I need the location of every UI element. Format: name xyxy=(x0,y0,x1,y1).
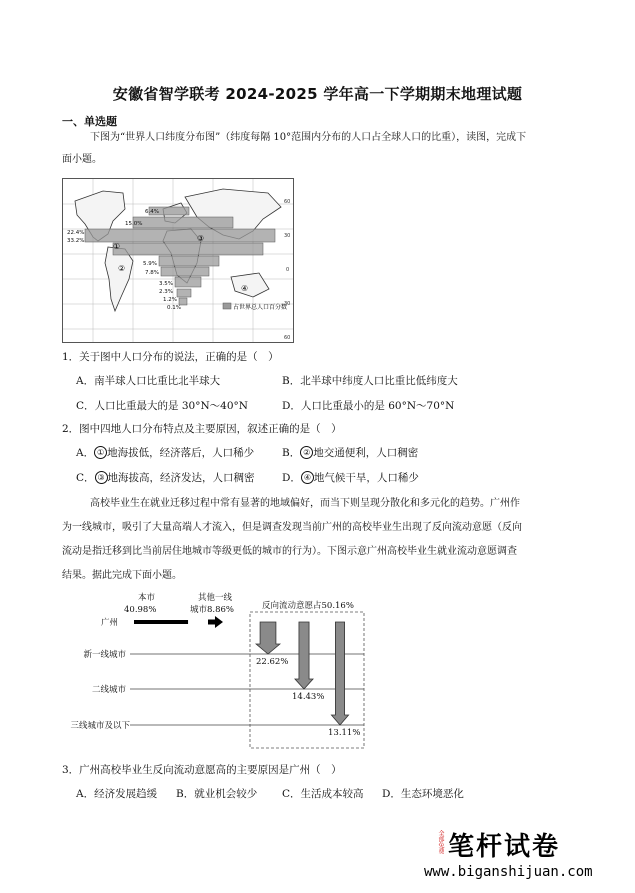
svg-text:60: 60 xyxy=(284,199,291,205)
intro1-line1: 下图为“世界人口纬度分布图”（纬度每隔 10°范围内分布的人口占全球人口的比重），读图，完成下 xyxy=(90,132,527,143)
watermark-brand: 笔杆试卷 xyxy=(448,832,561,862)
bar-s10-20 xyxy=(175,277,201,287)
reverse-arrow-0 xyxy=(256,622,280,654)
q3-option-a: A．经济发展趋缓 xyxy=(76,788,158,800)
section-heading: 一、单选题 xyxy=(62,115,117,128)
q2-option-d: D． ④ 地气候干旱，人口稀少 xyxy=(282,472,419,484)
map-caption: 占世界总人口百分数 xyxy=(233,304,288,311)
q3-option-b: B．就业机会较少 xyxy=(176,788,258,800)
marker-3: ③ xyxy=(197,234,205,243)
bar-s30-40 xyxy=(179,298,187,305)
population-map xyxy=(62,178,294,343)
other-tier1-label-1: 其他一线 xyxy=(198,593,233,603)
map-val-9: 0.1% xyxy=(167,305,181,311)
local-label: 本市 xyxy=(138,593,156,603)
marker-1: ① xyxy=(113,242,121,251)
svg-text:0: 0 xyxy=(286,267,290,273)
bar-30-40 xyxy=(85,229,275,242)
q3-stem: 3．广州高校毕业生反向流动意愿高的主要原因是广州（ ） xyxy=(62,764,342,776)
bar-40-50 xyxy=(133,217,233,228)
intro2-line3: 流动是指迁移到比当前居住地城市等级更低的城市的行为）。下图示意广州高校毕业生就业流动意愿调查 xyxy=(62,546,517,557)
bar-0-10 xyxy=(161,267,209,276)
q1-stem: 1．关于图中人口分布的说法，正确的是（ ） xyxy=(62,351,279,363)
map-lat-labels xyxy=(284,199,290,341)
q3-option-c: C．生活成本较高 xyxy=(282,788,364,800)
map-val-0: 6.4% xyxy=(145,209,159,215)
q3-option-d: D．生态环境恶化 xyxy=(382,788,464,800)
watermark-url[interactable]: www.biganshijuan.com xyxy=(424,864,593,880)
circle-3-icon: ③ xyxy=(95,471,108,484)
circle-1-icon: ① xyxy=(94,446,107,459)
reverse-arrow-1 xyxy=(295,622,313,689)
reverse-value-2: 13.11% xyxy=(328,728,361,738)
reverse-value-0: 22.62% xyxy=(256,657,289,667)
flow-chart xyxy=(70,588,370,752)
row-label-0: 广州 xyxy=(100,618,118,628)
legend-swatch xyxy=(223,303,231,309)
reverse-value-1: 14.43% xyxy=(292,692,325,702)
row-label-1: 新一线城市 xyxy=(83,650,126,660)
bar-10-20 xyxy=(159,256,219,266)
q1-option-a: A．南半球人口比重比北半球大 xyxy=(76,375,221,387)
q1-option-d: D．人口比重最小的是 60°N～70°N xyxy=(282,400,455,412)
row-label-2: 二线城市 xyxy=(91,685,126,695)
svg-text:60: 60 xyxy=(284,335,291,341)
map-val-2: 22.4% xyxy=(67,230,85,236)
map-val-4: 5.9% xyxy=(143,261,157,267)
map-val-5: 7.8% xyxy=(145,270,159,276)
row-label-3: 三线城市及以下 xyxy=(70,721,130,731)
marker-2: ② xyxy=(118,264,126,273)
marker-4: ④ xyxy=(241,284,249,293)
circle-2-icon: ② xyxy=(300,446,313,459)
q2-stem: 2．图中四地人口分布特点及主要原因，叙述正确的是（ ） xyxy=(62,423,342,435)
bar-s20-30 xyxy=(177,289,191,297)
page-title: 安徽省智学联考 2024-2025 学年高一下学期期末地理试题 xyxy=(112,85,523,103)
other-tier1-label-2: 城市8.86% xyxy=(190,605,235,615)
map-val-7: 2.3% xyxy=(159,289,173,295)
other-tier1-arrow xyxy=(208,616,223,628)
q2-option-c: C． ③ 地海拔高，经济发达，人口稠密 xyxy=(76,472,255,484)
map-val-8: 1.2% xyxy=(163,297,177,303)
svg-text:30: 30 xyxy=(284,233,291,239)
intro2-line2: 为一线城市，吸引了大量高端人才流入，但是调查发现当前广州的高校毕业生出现了反向流动意愿（反向 xyxy=(62,522,522,533)
intro2-line4: 结果。据此完成下面小题。 xyxy=(62,570,182,581)
q1-option-c: C．人口比重最大的是 30°N～40°N xyxy=(76,400,248,412)
reverse-label: 反向流动意愿占50.16% xyxy=(262,601,354,611)
population-map-svg xyxy=(63,179,293,342)
q2-option-b: B． ② 地交通便利，人口稠密 xyxy=(282,447,419,459)
local-value: 40.98% xyxy=(124,605,157,615)
intro2-line1: 高校毕业生在就业迁移过程中常有显著的地域偏好，而当下则呈现分散化和多元化的趋势。广州作 xyxy=(90,498,520,509)
q2-option-a: A． ① 地海拔低，经济落后，人口稀少 xyxy=(76,447,255,459)
circle-4-icon: ④ xyxy=(301,471,314,484)
map-val-6: 3.5% xyxy=(159,281,173,287)
bar-20-30 xyxy=(113,243,263,255)
map-val-1: 15.0% xyxy=(125,221,143,227)
q1-option-b: B．北半球中纬度人口比重比低纬度大 xyxy=(282,375,458,387)
intro1-line2: 面小题。 xyxy=(62,154,102,165)
map-val-3: 33.2% xyxy=(67,238,85,244)
svg-text:30: 30 xyxy=(284,301,291,307)
watermark-tag: 全部免费 xyxy=(437,830,444,854)
reverse-arrow-2 xyxy=(331,622,348,725)
